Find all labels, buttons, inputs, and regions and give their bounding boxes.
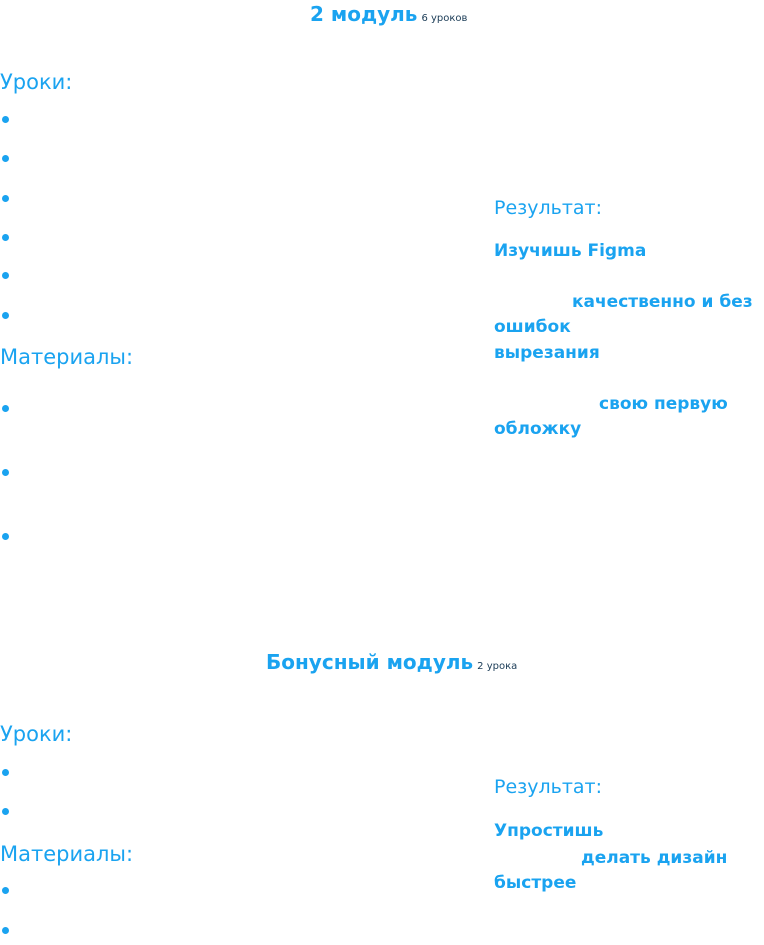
material-bullet [2,887,9,894]
module-2-result-line: свою первую [599,394,728,414]
module-2-lessons-heading: Уроки: [0,70,73,94]
bonus-result-heading: Результат: [494,776,603,798]
module-2-materials-heading: Материалы: [0,345,134,369]
bonus-result-line: делать дизайн [581,848,728,868]
module-2-result-line: вырезания [494,343,600,363]
module-2-result-line: Изучишь Figma [494,241,647,261]
lesson-bullet [2,312,9,319]
module-2-result-line: качественно и без [572,292,753,312]
bonus-result-line: Упростишь [494,821,604,841]
bonus-module-title [266,650,517,674]
module-2-lesson-count: 6 уроков [421,13,468,24]
lesson-bullet [2,195,9,202]
bonus-materials-heading: Материалы: [0,842,134,866]
lesson-bullet [2,155,9,162]
lesson-bullet [2,769,9,776]
module-2-result-line: ошибок [494,317,571,337]
bonus-module-title-text: Бонусный модуль [266,650,474,674]
module-2-result-line: обложку [494,419,582,439]
bonus-result-line: быстрее [494,873,577,893]
bonus-lessons-heading: Уроки: [0,722,73,746]
material-bullet [2,405,9,412]
module-2-title [310,2,467,26]
material-bullet [2,469,9,476]
material-bullet [2,533,9,540]
lesson-bullet [2,116,9,123]
module-2-result-heading: Результат: [494,197,603,219]
bonus-module-lesson-count: 2 урока [477,661,518,672]
material-bullet [2,927,9,934]
lesson-bullet [2,272,9,279]
module-2-title-text: 2 модуль [310,2,418,26]
lesson-bullet [2,234,9,241]
lesson-bullet [2,808,9,815]
